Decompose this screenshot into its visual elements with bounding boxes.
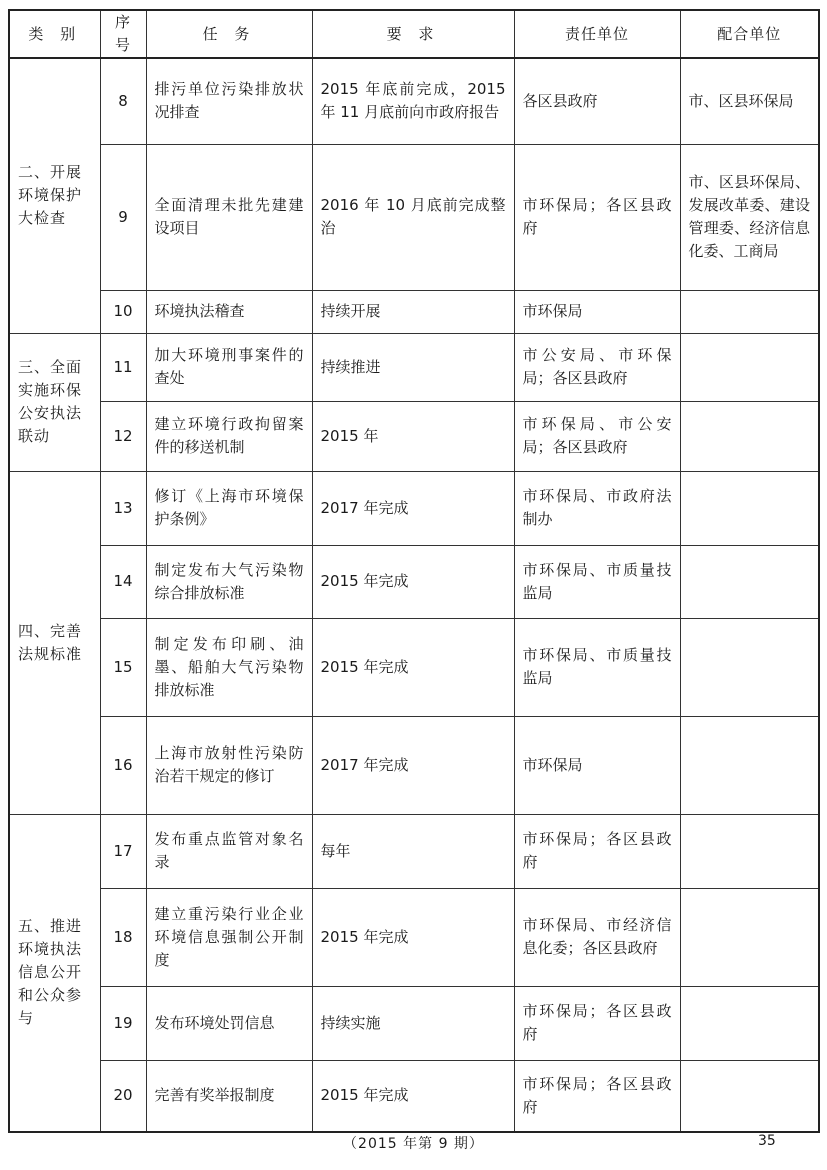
responsible-cell: 市环保局；各区县政府 (514, 144, 680, 290)
category-cell: 五、推进环境执法信息公开和公众参与 (9, 814, 100, 1132)
header-cooperating: 配合单位 (680, 10, 819, 58)
seq-cell: 10 (100, 290, 146, 333)
seq-cell: 15 (100, 618, 146, 716)
requirement-cell: 2015 年完成 (312, 1060, 514, 1132)
table-row (9, 618, 819, 716)
table-row (9, 144, 819, 290)
task-cell: 环境执法稽查 (146, 290, 312, 333)
responsible-cell: 市环保局；各区县政府 (514, 986, 680, 1060)
cooperating-cell (680, 986, 819, 1060)
cooperating-cell (680, 545, 819, 618)
header-category: 类 别 (9, 10, 100, 58)
task-cell: 全面清理未批先建建设项目 (146, 144, 312, 290)
cooperating-cell: 市、区县环保局、发展改革委、建设管理委、经济信息化委、工商局 (680, 144, 819, 290)
table-row (9, 471, 819, 545)
responsible-cell: 市环保局；各区县政府 (514, 814, 680, 888)
seq-cell: 17 (100, 814, 146, 888)
cooperating-cell (680, 618, 819, 716)
cooperating-cell (680, 1060, 819, 1132)
requirement-cell: 2017 年完成 (312, 716, 514, 814)
responsible-cell: 市环保局、市质量技监局 (514, 545, 680, 618)
requirement-cell: 2015 年完成 (312, 618, 514, 716)
table-row (9, 333, 819, 401)
cooperating-cell (680, 716, 819, 814)
category-cell: 三、全面实施环保公安执法联动 (9, 333, 100, 471)
table-row (9, 1060, 819, 1132)
table-row (9, 401, 819, 471)
table-body (9, 58, 819, 1132)
header-requirement: 要 求 (312, 10, 514, 58)
task-cell: 排污单位污染排放状况排查 (146, 58, 312, 144)
category-cell: 四、完善法规标准 (9, 471, 100, 814)
seq-cell: 8 (100, 58, 146, 144)
requirement-cell: 2015 年完成 (312, 545, 514, 618)
responsible-cell: 市公安局、市环保局；各区县政府 (514, 333, 680, 401)
seq-cell: 11 (100, 333, 146, 401)
table-row (9, 986, 819, 1060)
requirement-cell: 2015 年底前完成，2015 年 11 月底前向市政府报告 (312, 58, 514, 144)
cooperating-cell (680, 471, 819, 545)
task-cell: 制定发布印刷、油墨、船舶大气污染物排放标准 (146, 618, 312, 716)
table-row (9, 716, 819, 814)
seq-cell: 19 (100, 986, 146, 1060)
responsible-cell: 市环保局 (514, 290, 680, 333)
issue-label: （2015 年第 9 期） (343, 1136, 484, 1152)
table-row (9, 58, 819, 144)
seq-cell: 18 (100, 888, 146, 986)
task-cell: 建立重污染行业企业环境信息强制公开制度 (146, 888, 312, 986)
requirement-cell: 每年 (312, 814, 514, 888)
task-cell: 制定发布大气污染物综合排放标准 (146, 545, 312, 618)
task-table (8, 9, 820, 1133)
table-header-row (9, 10, 819, 58)
cooperating-cell (680, 814, 819, 888)
responsible-cell: 市环保局 (514, 716, 680, 814)
responsible-cell: 市环保局、市经济信息化委；各区县政府 (514, 888, 680, 986)
responsible-cell: 市环保局；各区县政府 (514, 1060, 680, 1132)
seq-cell: 16 (100, 716, 146, 814)
task-cell: 完善有奖举报制度 (146, 1060, 312, 1132)
requirement-cell: 2015 年完成 (312, 888, 514, 986)
header-seq: 序号 (100, 10, 146, 58)
requirement-cell: 2015 年 (312, 401, 514, 471)
requirement-cell: 持续开展 (312, 290, 514, 333)
requirement-cell: 2016 年 10 月底前完成整治 (312, 144, 514, 290)
task-cell: 修订《上海市环境保护条例》 (146, 471, 312, 545)
task-cell: 发布环境处罚信息 (146, 986, 312, 1060)
page-number: 35 (758, 1133, 776, 1149)
seq-cell: 12 (100, 401, 146, 471)
seq-cell: 14 (100, 545, 146, 618)
table-row (9, 290, 819, 333)
task-cell: 建立环境行政拘留案件的移送机制 (146, 401, 312, 471)
header-responsible: 责任单位 (514, 10, 680, 58)
cooperating-cell (680, 401, 819, 471)
table-row (9, 814, 819, 888)
responsible-cell: 市环保局、市政府法制办 (514, 471, 680, 545)
task-cell: 发布重点监管对象名录 (146, 814, 312, 888)
requirement-cell: 持续推进 (312, 333, 514, 401)
cooperating-cell (680, 333, 819, 401)
seq-cell: 13 (100, 471, 146, 545)
cooperating-cell: 市、区县环保局 (680, 58, 819, 144)
seq-cell: 20 (100, 1060, 146, 1132)
table-row (9, 888, 819, 986)
responsible-cell: 各区县政府 (514, 58, 680, 144)
table-row (9, 545, 819, 618)
seq-cell: 9 (100, 144, 146, 290)
cooperating-cell (680, 888, 819, 986)
responsible-cell: 市环保局、市公安局；各区县政府 (514, 401, 680, 471)
task-cell: 加大环境刑事案件的查处 (146, 333, 312, 401)
requirement-cell: 持续实施 (312, 986, 514, 1060)
category-cell: 二、开展环境保护大检查 (9, 58, 100, 333)
responsible-cell: 市环保局、市质量技监局 (514, 618, 680, 716)
cooperating-cell (680, 290, 819, 333)
header-task: 任 务 (146, 10, 312, 58)
task-cell: 上海市放射性污染防治若干规定的修订 (146, 716, 312, 814)
requirement-cell: 2017 年完成 (312, 471, 514, 545)
